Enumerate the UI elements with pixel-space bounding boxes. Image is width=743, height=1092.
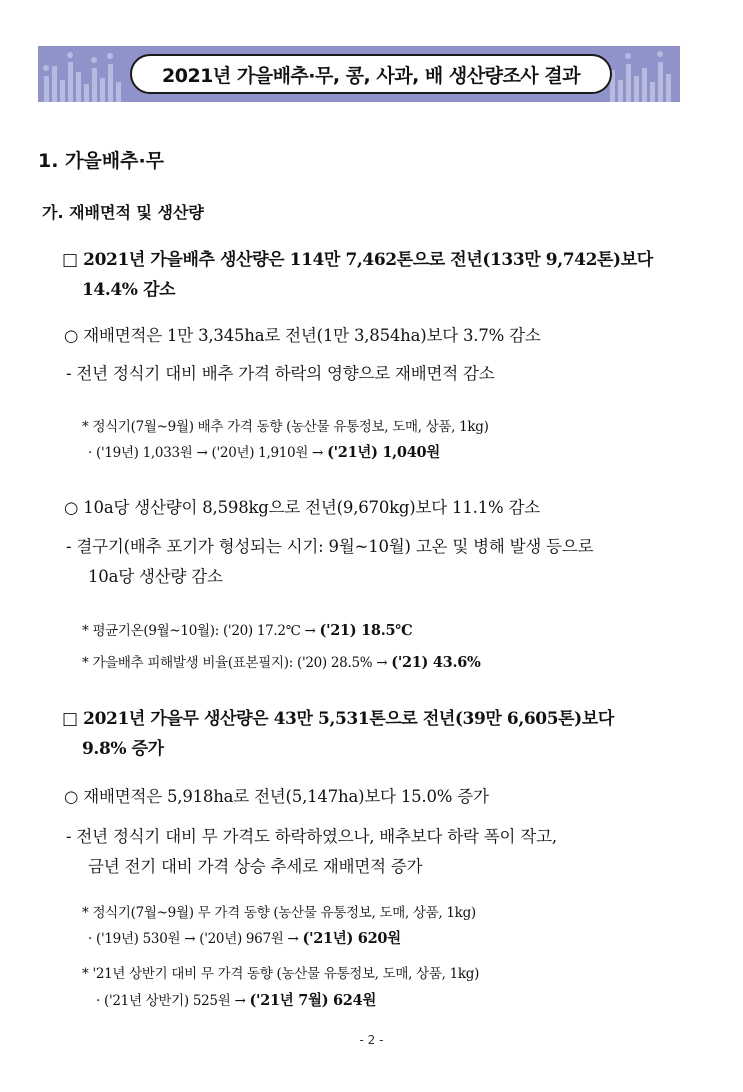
radish-area-reason: [66, 822, 706, 882]
cabbage-temp-note: [82, 618, 412, 644]
temp-note-series: * 평균기온(9월~10월): ('20) 17.2℃ →: [82, 623, 316, 639]
cabbage-yield-reason-line2: 10a당 생산량 감소: [88, 567, 223, 586]
cabbage-price-values: [88, 440, 440, 466]
cabbage-yield-reason-line1: - 결구기(배추 포기가 형성되는 시기: 9월~10월) 고온 및 병해 발생 등으로: [66, 537, 594, 556]
cabbage-price-series: · ('19년) 1,033원 → ('20년) 1,910원 →: [88, 445, 324, 461]
document-title: 2021년 가을배추·무, 콩, 사과, 배 생산량조사 결과: [162, 64, 580, 87]
radish-summary-line2: 9.8% 증가: [82, 739, 164, 759]
cabbage-area: ○ 재배면적은 1만 3,345ha로 전년(1만 3,854ha)보다 3.7% 감소: [64, 326, 541, 345]
section-heading-1: 1. 가을배추·무: [38, 150, 165, 172]
cabbage-damage-note: [82, 650, 480, 676]
cabbage-price-2021: ('21년) 1,040원: [327, 444, 440, 461]
radish-area: ○ 재배면적은 5,918ha로 전년(5,147ha)보다 15.0% 증가: [64, 787, 489, 806]
damage-note-2021: ('21) 43.6%: [391, 654, 481, 671]
page-number: - 2 -: [359, 1033, 384, 1047]
cabbage-summary: [62, 245, 702, 305]
radish-half-series: · ('21년 상반기) 525원 →: [96, 993, 246, 1009]
radish-half-july: ('21년 7월) 624원: [249, 992, 377, 1009]
cabbage-yield: ○ 10a당 생산량이 8,598kg으로 전년(9,670kg)보다 11.1% 감소: [64, 498, 540, 517]
radish-price-values: [88, 926, 401, 952]
radish-half-note: * '21년 상반기 대비 무 가격 동향 (농산물 유통정보, 도매, 상품, 1kg): [82, 966, 480, 982]
damage-note-series: * 가을배추 피해발생 비율(표본필지): ('20) 28.5% →: [82, 655, 388, 671]
cabbage-summary-line2: 14.4% 감소: [82, 280, 176, 300]
cabbage-area-reason: - 전년 정식기 대비 배추 가격 하락의 영향으로 재배면적 감소: [66, 364, 495, 383]
cabbage-price-note: * 정식기(7월~9월) 배추 가격 동향 (농산물 유통정보, 도매, 상품, 1kg): [82, 419, 489, 435]
title-pill: [130, 54, 612, 94]
cabbage-summary-line1: □ 2021년 가을배추 생산량은 114만 7,462톤으로 전년(133만 9,742톤)보다: [62, 250, 653, 270]
radish-area-reason-line2: 금년 전기 대비 가격 상승 추세로 재배면적 증가: [88, 857, 423, 876]
radish-summary: [62, 704, 702, 764]
cabbage-yield-reason: [66, 532, 706, 592]
radish-summary-line1: □ 2021년 가을무 생산량은 43만 5,531톤으로 전년(39만 6,605톤)보다: [62, 709, 614, 729]
radish-half-values: [96, 988, 376, 1014]
radish-price-series: · ('19년) 530원 → ('20년) 967원 →: [88, 931, 299, 947]
radish-price-note: * 정식기(7월~9월) 무 가격 동향 (농산물 유통정보, 도매, 상품, 1kg): [82, 905, 476, 921]
title-banner: [38, 46, 680, 102]
radish-price-2021: ('21년) 620원: [302, 930, 401, 947]
subsection-heading-a: 가. 재배면적 및 생산량: [42, 203, 204, 222]
temp-note-2021: ('21) 18.5℃: [319, 622, 413, 639]
radish-area-reason-line1: - 전년 정식기 대비 무 가격도 하락하였으나, 배추보다 하락 폭이 작고,: [66, 827, 557, 846]
